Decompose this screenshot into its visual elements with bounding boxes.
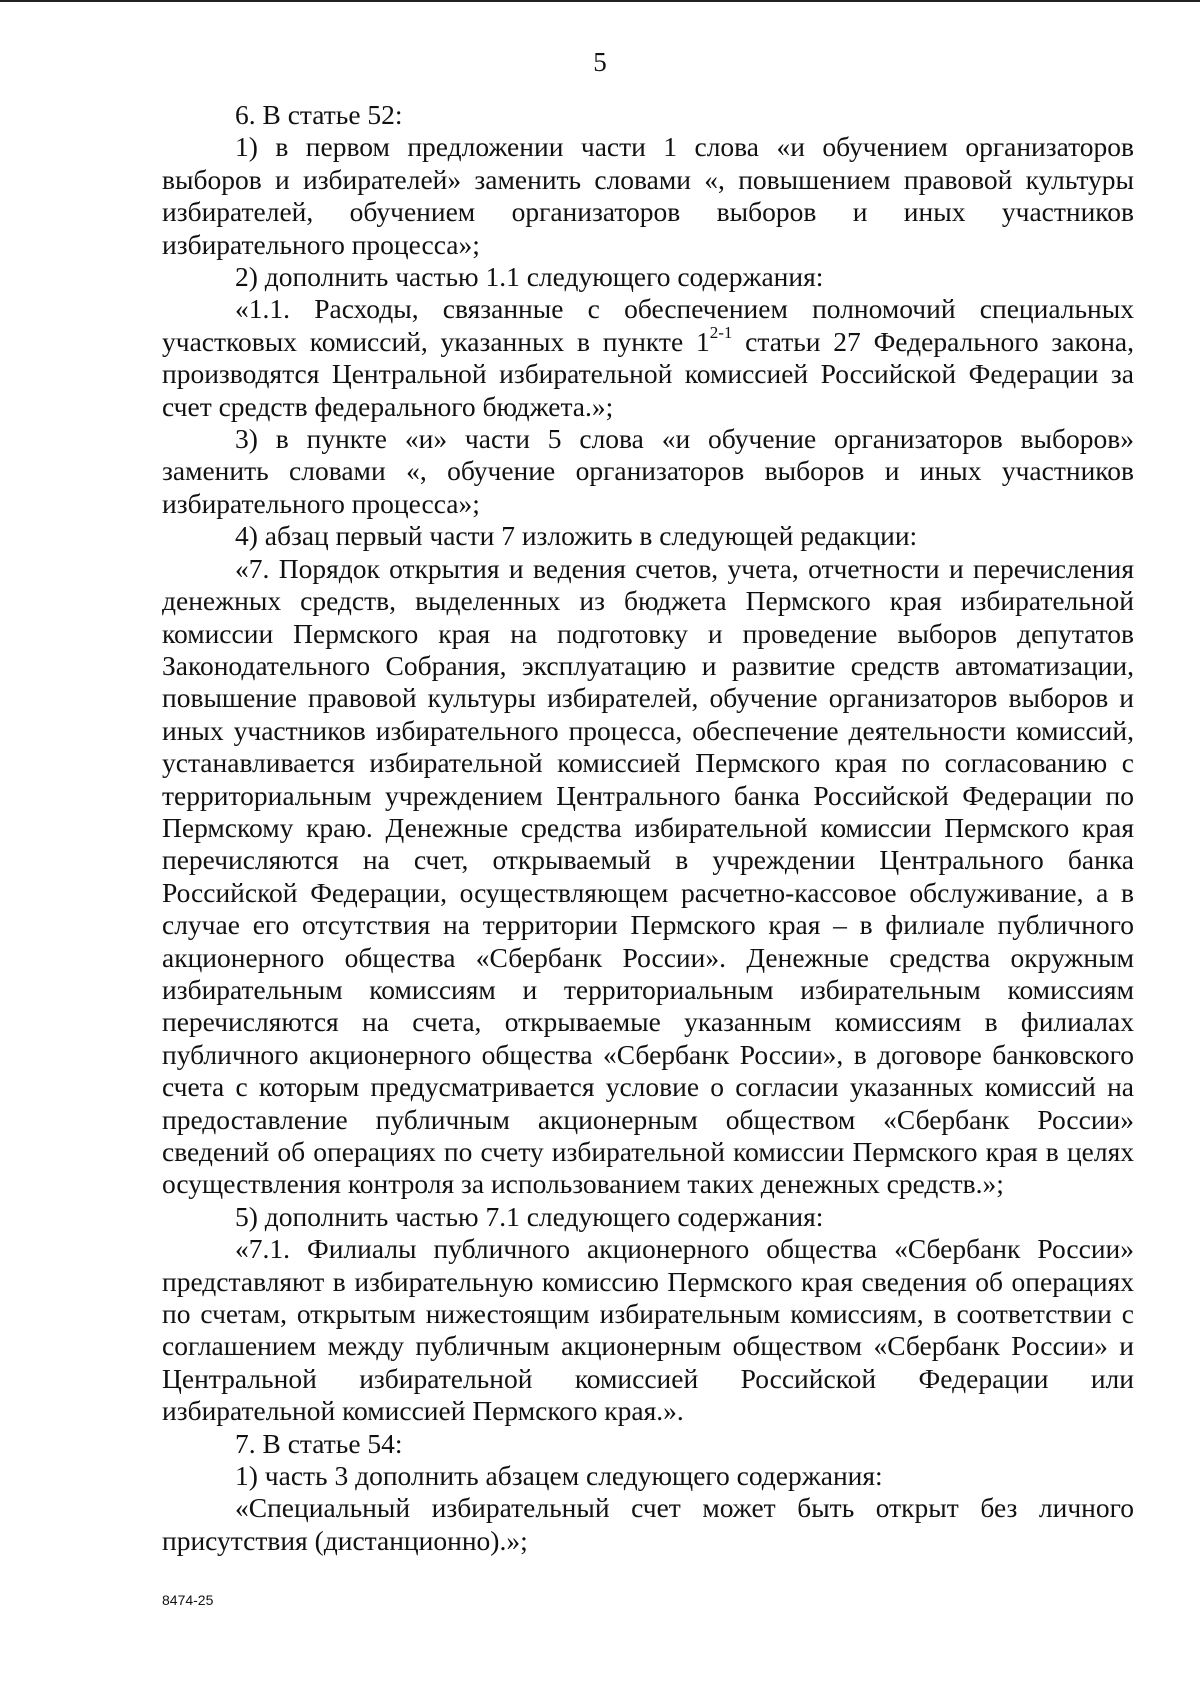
paragraph-part-7: «7. Порядок открытия и ведения счетов, учета, отчетности и перечисления денежных средств, выделенных из бюджета Пермского края избирательной комиссии Пермского края на подготовку и проведение выборов депутатов Законодательного Собрания, эксплуатацию и развитие средств автоматизации, повышение правовой культуры избирателей, обучение организаторов выборов и иных участников избирательного процесса, обеспечение деятельности комиссий, устанавливается избирательной комиссией Пермского края по согласованию с территориальным учреждением Центрального банка Российской Федерации по Пермскому краю. Денежные средства избирательной комиссии Пермского края перечисляются на счет, открываемый в учреждении Центрального банка Российской Федерации, осуществляющем расчетно-кассовое обслуживание, а в случае его отсутствия на территории Пермского края – в филиале публичного акционерного общества «Сбербанк России». Денежные средства окружным избирательным комиссиям и территориальным избирательным комиссиям перечисляются на счета, открываемые указанным комиссиям в филиалах публичного акционерного общества «Сбербанк России», в договоре банковского счета с которым предусматривается условие о согласии указанных комиссий на предоставление публичным акционерным обществом «Сбербанк России» сведений об операциях по счету избирательной комиссии Пермского края в целях осуществления контроля за использованием таких денежных средств.»; [162,552,1134,1200]
paragraph-article-54-item-1: 1) часть 3 дополнить абзацем следующего содержания: [235,1460,883,1492]
document-code: 8474-25 [162,1592,214,1608]
top-border-line [0,0,1200,2]
document-body [162,99,1134,1557]
superscript-index: 2-1 [709,322,733,342]
paragraph-part-7-1: «7.1. Филиалы публичного акционерного общества «Сбербанк России» представляют в избирательную комиссию Пермского края сведения об операциях по счетам, открытым нижестоящим избирательным комиссиям, в соответствии с соглашением между публичным акционерным обществом «Сбербанк России» и Центральной избирательной комиссией Российской Федерации или избирательной комиссией Пермского края.». [162,1233,1134,1427]
paragraph-part-1-1-text-continued: статьи 27 Федерального закона, производятся Центральной избирательной комиссией Российской Федерации за счет средств федерального бюджета.»; [162,325,1134,422]
paragraph-part-1-1-text: «1.1. Расходы, связанные с обеспечением полномочий специальных участковых комиссий, указанных в пункте 1 [162,293,1134,357]
paragraph-item-4: 4) абзац первый части 7 изложить в следующей редакции: [235,520,918,552]
page-number: 5 [593,47,607,77]
paragraph-item-3: 3) в пункте «и» части 5 слова «и обучение организаторов выборов» заменить словами «, обучение организаторов выборов и иных участников избирательного процесса»; [162,423,1134,519]
paragraph-article-54-heading: 7. В статье 54: [235,1427,403,1459]
paragraph-item-1: 1) в первом предложении части 1 слова «и обучением организаторов выборов и избирателей» заменить словами «, повышением правовой культуры избирателей, обучением организаторов выборов и иных участников избирательного процесса»; [162,131,1134,260]
paragraph-part-1-1 [162,293,1134,423]
paragraph-item-2: 2) дополнить частью 1.1 следующего содержания: [235,261,824,293]
paragraph-article-52-heading: 6. В статье 52: [235,99,403,130]
paragraph-item-5: 5) дополнить частью 7.1 следующего содержания: [235,1200,824,1232]
paragraph-special-account: «Специальный избирательный счет может быть открыт без личного присутствия (дистанционно).»; [162,1492,1134,1556]
